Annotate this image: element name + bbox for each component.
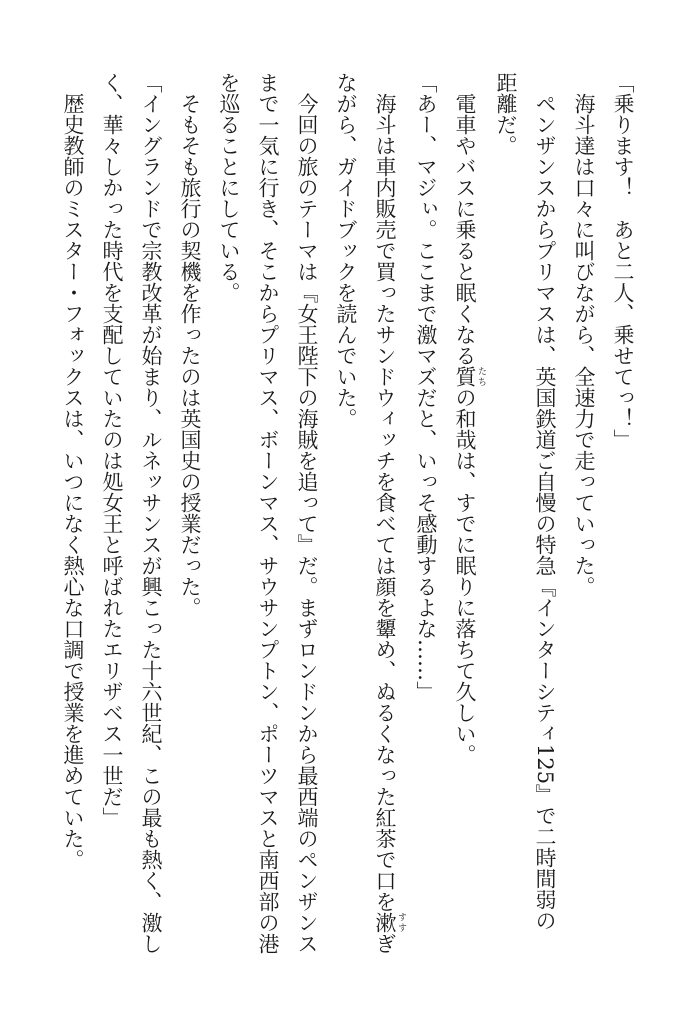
ruby-reading: たち (476, 366, 486, 387)
paragraph-line: まで一気に行き、そこからプリマス、ボーンマス、サウサンプトン、ポーツマスと南西部の港 (256, 72, 280, 954)
paragraph-line: 歴史教師のミスター・フォックスは、いつになく熱心な口調で授業を進めていた。 (61, 72, 85, 870)
paragraph-line-with-ruby (365, 72, 406, 972)
paragraph-line-with-ruby (445, 72, 486, 972)
line-tail: ぎ (373, 933, 397, 954)
paragraph-line: 海斗達は口々に叫びながら、全速力で走っていった。 (572, 72, 596, 597)
paragraph-line: 距離だ。 (494, 72, 518, 156)
ruby-base: 漱 (373, 912, 397, 933)
line-head: 電車やバスに乗ると眠くなる (453, 72, 477, 366)
paragraph-line: ながら、ガイドブックを読んでいた。 (334, 72, 358, 429)
dialogue-line: 「イングランドで宗教改革が始まり、ルネッサンスが興こった十六世紀、この最も熱く、激し (139, 72, 163, 954)
paragraph-line: ペンザンスからプリマスは、英国鉄道ご自慢の特急『インターシティ125』で二時間弱の (533, 72, 557, 932)
paragraph-line: 今回の旅のテーマは『女王陛下の海賊を追って』だ。まずロンドンから最西端のペンザンス (295, 72, 319, 954)
ruby-base: 質 (453, 366, 477, 387)
dialogue-line: 「あー、マジぃ。ここまで激マズだと、いっそ感動するよな……」 (414, 72, 438, 702)
dialogue-line: 「乗ります！ あと二人、乗せてっ！」 (611, 72, 635, 450)
dialogue-line: く、華々しかった時代を支配していたのは処女王と呼ばれたエリザベス一世だ」 (100, 72, 124, 828)
line-head: 海斗は車内販売で買ったサンドウィッチを食べては顔を顰め、ぬるくなった紅茶で口を (373, 72, 397, 912)
vertical-text-body (53, 72, 642, 972)
ruby-text (453, 366, 486, 387)
ruby-reading: すす (396, 912, 406, 933)
line-tail: の和哉は、すでに眠りに落ちて久しい。 (453, 387, 477, 765)
paragraph-line: そもそも旅行の契機を作ったのは英国史の授業だった。 (178, 72, 202, 618)
paragraph-line: を巡ることにしている。 (217, 72, 241, 303)
ruby-text (373, 912, 406, 933)
